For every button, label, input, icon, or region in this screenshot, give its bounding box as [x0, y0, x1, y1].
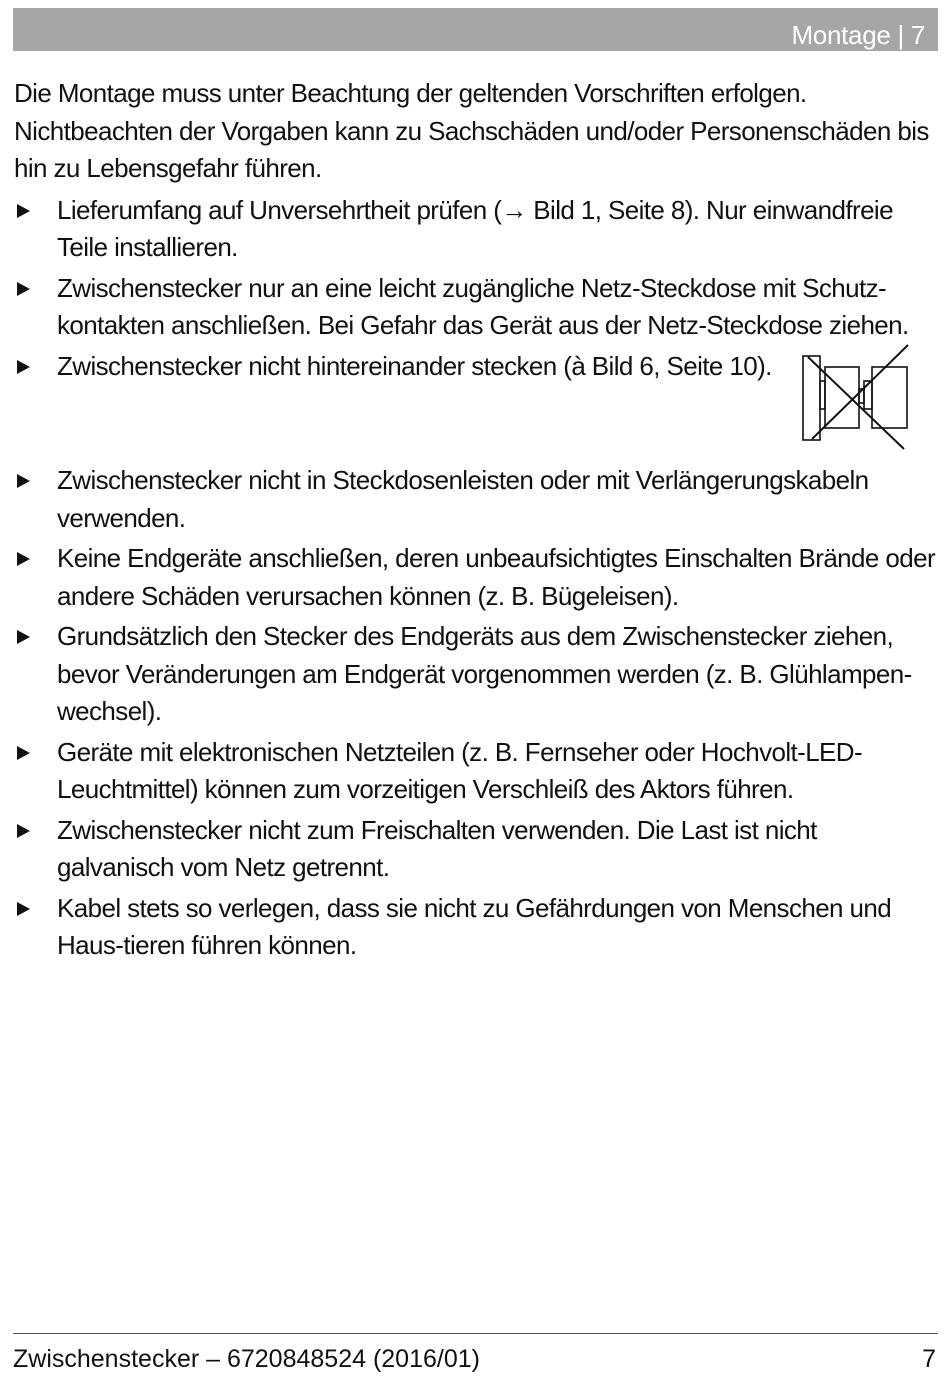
- triangle-bullet-icon: [17, 204, 30, 218]
- list-item-text: Kabel stets so verlegen, dass sie nicht zu Gefährdungen von Menschen und Haus-tieren führen können.: [57, 892, 892, 960]
- triangle-bullet-icon: [17, 630, 30, 644]
- list-item: [14, 192, 938, 267]
- cross-line-icon: [808, 357, 904, 449]
- footer-page-number: 7: [922, 1345, 936, 1373]
- no-stacking-plugs-illustration: [800, 343, 910, 453]
- list-item-text: Keine Endgeräte anschließen, deren unbeaufsichtigtes Einschalten Brände oder andere Schäden verursachen können (z. B. Bügeleisen).: [57, 543, 936, 611]
- instruction-list: [14, 192, 938, 965]
- list-item-text: Zwischenstecker nicht hintereinander stecken (à Bild 6, Seite 10).: [57, 350, 772, 381]
- triangle-bullet-icon: [17, 360, 30, 374]
- triangle-bullet-icon: [17, 282, 30, 296]
- footer-document-info: Zwischenstecker – 6720848524 (2016/01): [13, 1345, 480, 1373]
- page-header-title: Montage | 7: [791, 20, 925, 50]
- list-item-text: Zwischenstecker nicht in Steckdosenleisten oder mit Verlängerungskabeln verwenden.: [57, 465, 869, 533]
- intro-paragraph: Die Montage muss unter Beachtung der geltenden Vorschriften erfolgen. Nichtbeachten der Vorgaben kann zu Sachschäden und/oder Personenschäden bis hin zu Lebensgefahr führen.: [14, 78, 929, 183]
- list-item: [14, 890, 938, 965]
- triangle-bullet-icon: [17, 552, 30, 566]
- footer-divider: [13, 1333, 938, 1334]
- triangle-bullet-icon: [17, 824, 30, 838]
- page-content: [14, 75, 938, 968]
- list-item: [14, 540, 938, 615]
- list-item: [14, 270, 938, 345]
- list-item-text: Zwischenstecker nicht zum Freischalten verwenden. Die Last ist nicht galvanisch vom Netz getrennt.: [57, 814, 817, 882]
- list-item-text: Lieferumfang auf Unversehrtheit prüfen (→ Bild 1, Seite 8). Nur einwandfreie Teile installieren.: [57, 194, 893, 262]
- list-item-text: Grundsätzlich den Stecker des Endgeräts aus dem Zwischenstecker ziehen, bevor Veränderungen am Endgerät vorgenommen werden (z. B. Glühlampen-wechsel).: [57, 621, 912, 726]
- triangle-bullet-icon: [17, 746, 30, 760]
- list-item: [14, 462, 938, 537]
- list-item-text: Zwischenstecker nur an eine leicht zugängliche Netz-Steckdose mit Schutz-kontakten anschließen. Bei Gefahr das Gerät aus der Netz-Steckdose ziehen.: [57, 272, 909, 340]
- triangle-bullet-icon: [17, 902, 30, 916]
- triangle-bullet-icon: [17, 474, 30, 488]
- list-item: [14, 734, 938, 809]
- list-item: [14, 812, 938, 887]
- header-bar: [13, 8, 938, 51]
- cross-line-icon: [812, 345, 908, 439]
- list-item-text: Geräte mit elektronischen Netzteilen (z. B. Fernseher oder Hochvolt-LED-Leuchtmittel) können zum vorzeitigen Verschleiß des Aktors führen.: [57, 736, 863, 804]
- first-plug-shape: [803, 356, 820, 440]
- list-item: [14, 618, 938, 731]
